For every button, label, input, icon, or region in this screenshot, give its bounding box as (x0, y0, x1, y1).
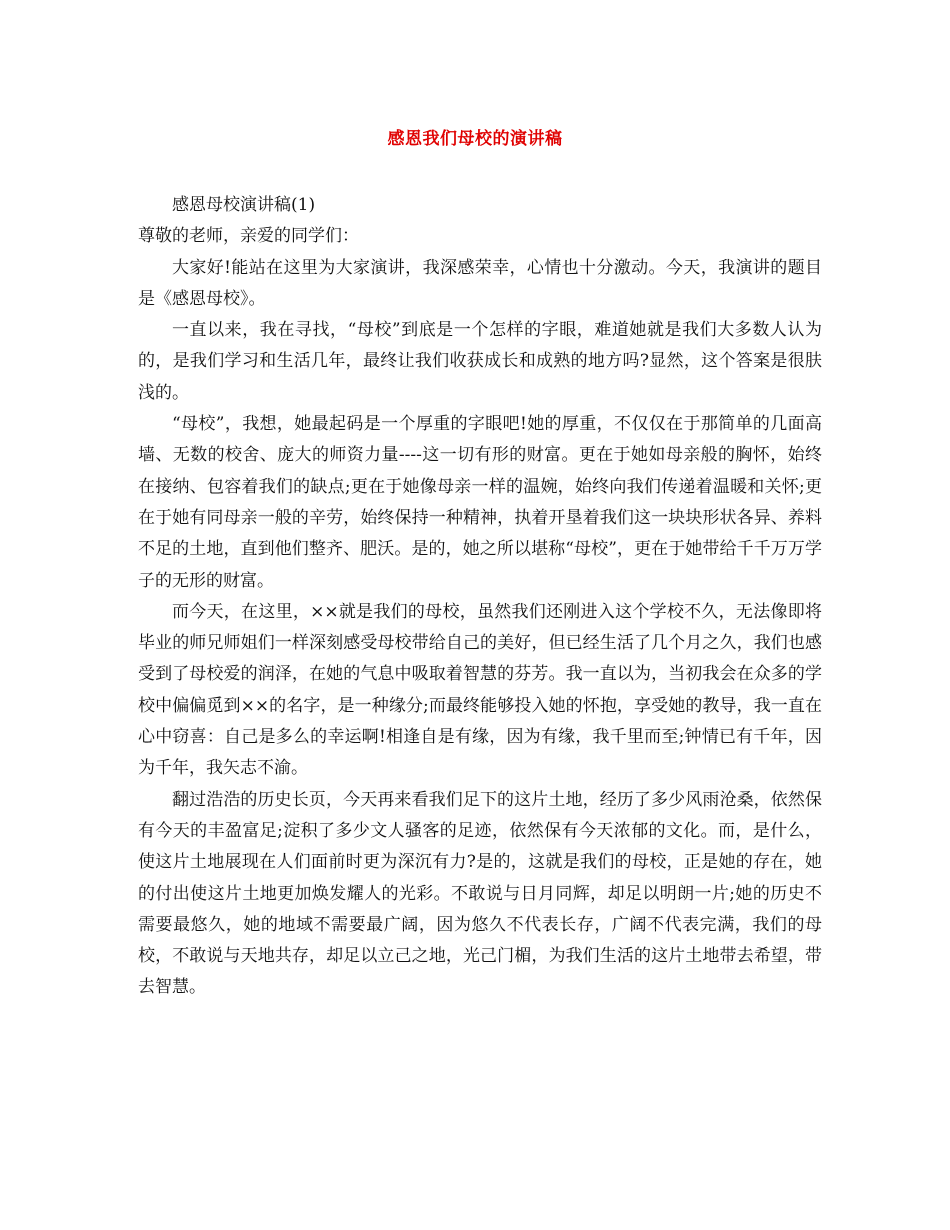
paragraph-5: 翻过浩浩的历史长页，今天再来看我们足下的这片土地，经历了多少风雨沧桑，依然保有今天的丰盈富足;淀积了多少文人骚客的足迹，依然保有今天浓郁的文化。而，是什么，使这片土地展现在人们面前时更为深沉有力?是的，这就是我们的母校，正是她的存在，她的付出使这片土地更加焕发耀人的光彩。不敢说与日月同辉，却足以明朗一片;她的历史不需要最悠久，她的地域不需要最广阔，因为悠久不代表长存，广阔不代表完满，我们的母校，不敢说与天地共存，却足以立己之地，光己门楣，为我们生活的这片土地带去希望，带去智慧。 (138, 789, 822, 998)
document-body (138, 190, 822, 1004)
paragraph-2: 一直以来，我在寻找，“母校”到底是一个怎样的字眼，难道她就是我们大多数人认为的，是我们学习和生活几年，最终让我们收获成长和成熟的地方吗?显然，这个答案是很肤浅的。 (138, 320, 822, 403)
paragraph-1: 大家好!能站在这里为大家演讲，我深感荣幸，心情也十分激动。今天，我演讲的题目是《感恩母校》。 (138, 257, 822, 309)
paragraph-4: 而今天，在这里，××就是我们的母校，虽然我们还刚进入这个学校不久，无法像即将毕业的师兄师姐们一样深刻感受母校带给自己的美好，但已经生活了几个月之久，我们也感受到了母校爱的润泽，在她的气息中吸取着智慧的芬芳。我一直以为，当初我会在众多的学校中偏偏觅到××的名字，是一种缘分;而最终能够投入她的怀抱，享受她的教导，我一直在心中窃喜：自己是多么的幸运啊!相逢自是有缘，因为有缘，我千里而至;钟情已有千年，因为千年，我矢志不渝。 (138, 601, 822, 779)
salutation: 尊敬的老师，亲爱的同学们： (138, 226, 359, 247)
document-subtitle: 感恩母校演讲稿(1) (172, 195, 316, 215)
document-title: 感恩我们母校的演讲稿 (387, 129, 563, 149)
paragraph-3: “母校”，我想，她最起码是一个厚重的字眼吧!她的厚重，不仅仅在于那简单的几面高墙、无数的校舍、庞大的师资力量----这一切有形的财富。更在于她如母亲般的胸怀，始终在接纳、包容着我们的缺点;更在于她像母亲一样的温婉，始终向我们传递着温暖和关怀;更在于她有同母亲一般的辛劳，始终保持一种精神，执着开垦着我们这一块块形状各异、养料不足的土地，直到他们整齐、肥沃。是的，她之所以堪称“母校”，更在于她带给千千万万学子的无形的财富。 (138, 414, 822, 591)
